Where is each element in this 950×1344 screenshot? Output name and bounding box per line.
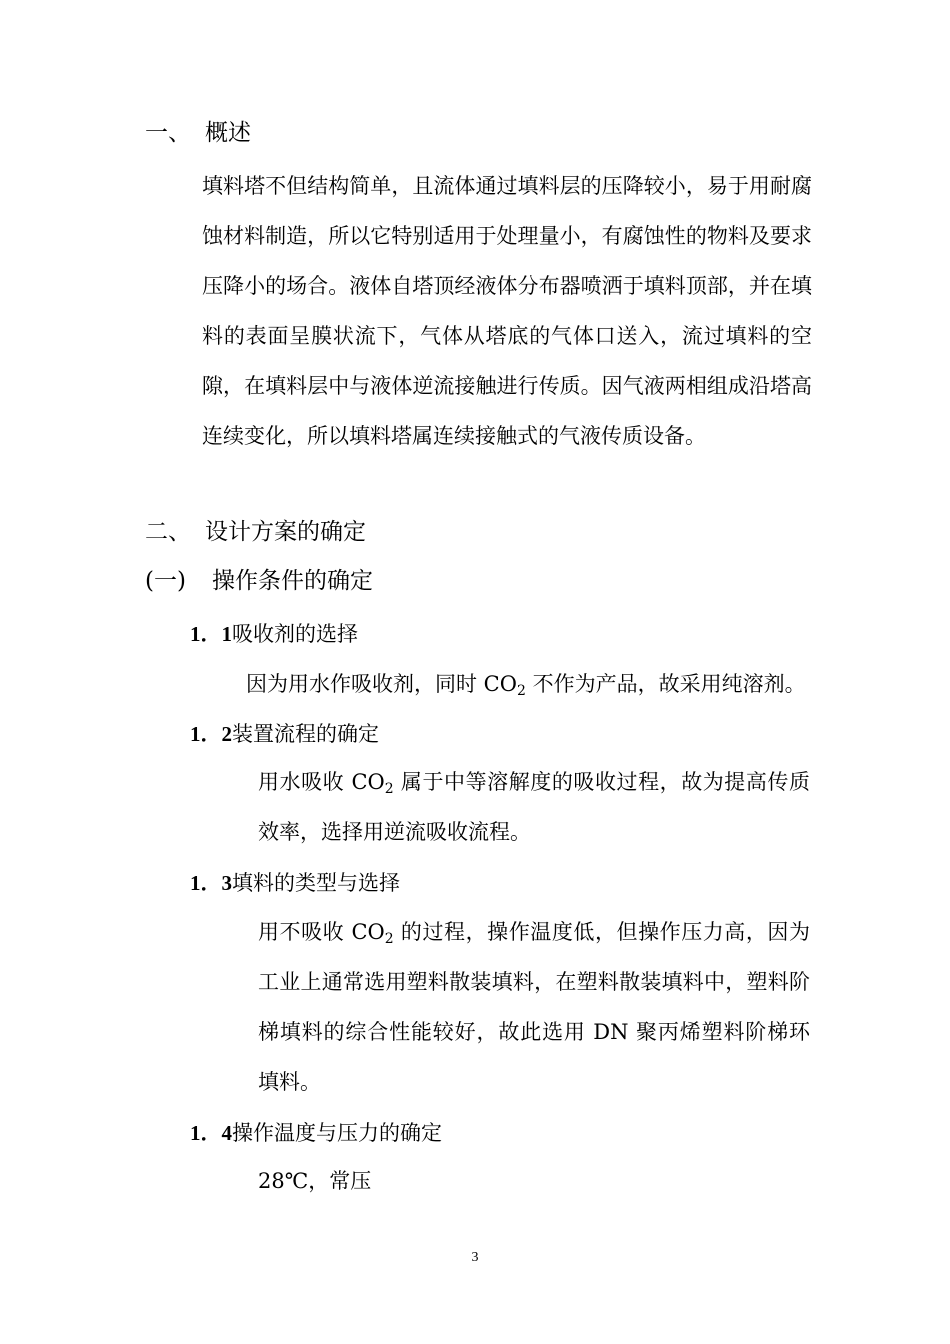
item-heading-1-4 — [190, 1118, 442, 1148]
item-text-1-3: 用不吸收 $CO_2$ 的过程，操作温度低，但操作压力高，因为工业上通常选用塑料散装填料，在塑料散装填料中，塑料阶梯填料的综合性能较好，故此选用 DN 聚丙烯塑料阶梯环填料。 — [258, 920, 810, 1094]
subsection-title: 操作条件的确定 — [211, 568, 373, 594]
item-title: 吸收剂的选择 — [232, 622, 358, 646]
page-number: 3 — [471, 1250, 479, 1265]
item-heading-1-2 — [190, 719, 379, 749]
section-title: 设计方案的确定 — [205, 519, 366, 545]
item-text-1-1: 因为用水作吸收剂，同时 $CO_2$ 不作为产品，故采用纯溶剂。 — [246, 672, 806, 699]
section-title: 概述 — [205, 120, 251, 146]
subscript: 2 — [384, 781, 394, 797]
item-title: 装置流程的确定 — [232, 722, 379, 746]
subscript: 2 — [516, 683, 526, 699]
item-text-1-2: 用水吸收 $CO_2$ 属于中等溶解度的吸收过程，故为提高传质效率，选择用逆流吸收流程。 — [258, 770, 810, 844]
subscript: 2 — [384, 931, 394, 947]
section-heading-design — [145, 517, 366, 547]
item-heading-1-1 — [190, 619, 358, 649]
section-heading-overview — [145, 118, 251, 148]
section-marker: 一、 — [145, 120, 191, 146]
item-number: 1．1 — [190, 622, 232, 646]
item-title: 操作温度与压力的确定 — [232, 1121, 442, 1145]
overview-paragraph: 填料塔不但结构简单，且流体通过填料层的压降较小，易于用耐腐蚀材料制造，所以它特别适用于处理量小，有腐蚀性的物料及要求压降小的场合。液体自塔顶经液体分布器喷洒于填料顶部，并在填料的表面呈膜状流下，气体从塔底的气体口送入，流过填料的空隙，在填料层中与液体逆流接触进行传质。因气液两相组成沿塔高连续变化，所以填料塔属连续接触式的气液传质设备。 — [202, 174, 812, 448]
item-number: 1．3 — [190, 871, 232, 895]
item-text-1-4: 28℃，常压 — [258, 1169, 372, 1193]
item-number: 1．4 — [190, 1121, 232, 1145]
section-marker: 二、 — [145, 519, 191, 545]
subsection-marker: (一) — [145, 568, 186, 594]
item-title: 填料的类型与选择 — [232, 871, 400, 895]
subsection-heading-conditions — [145, 566, 373, 596]
item-number: 1．2 — [190, 722, 232, 746]
item-heading-1-3 — [190, 868, 400, 898]
